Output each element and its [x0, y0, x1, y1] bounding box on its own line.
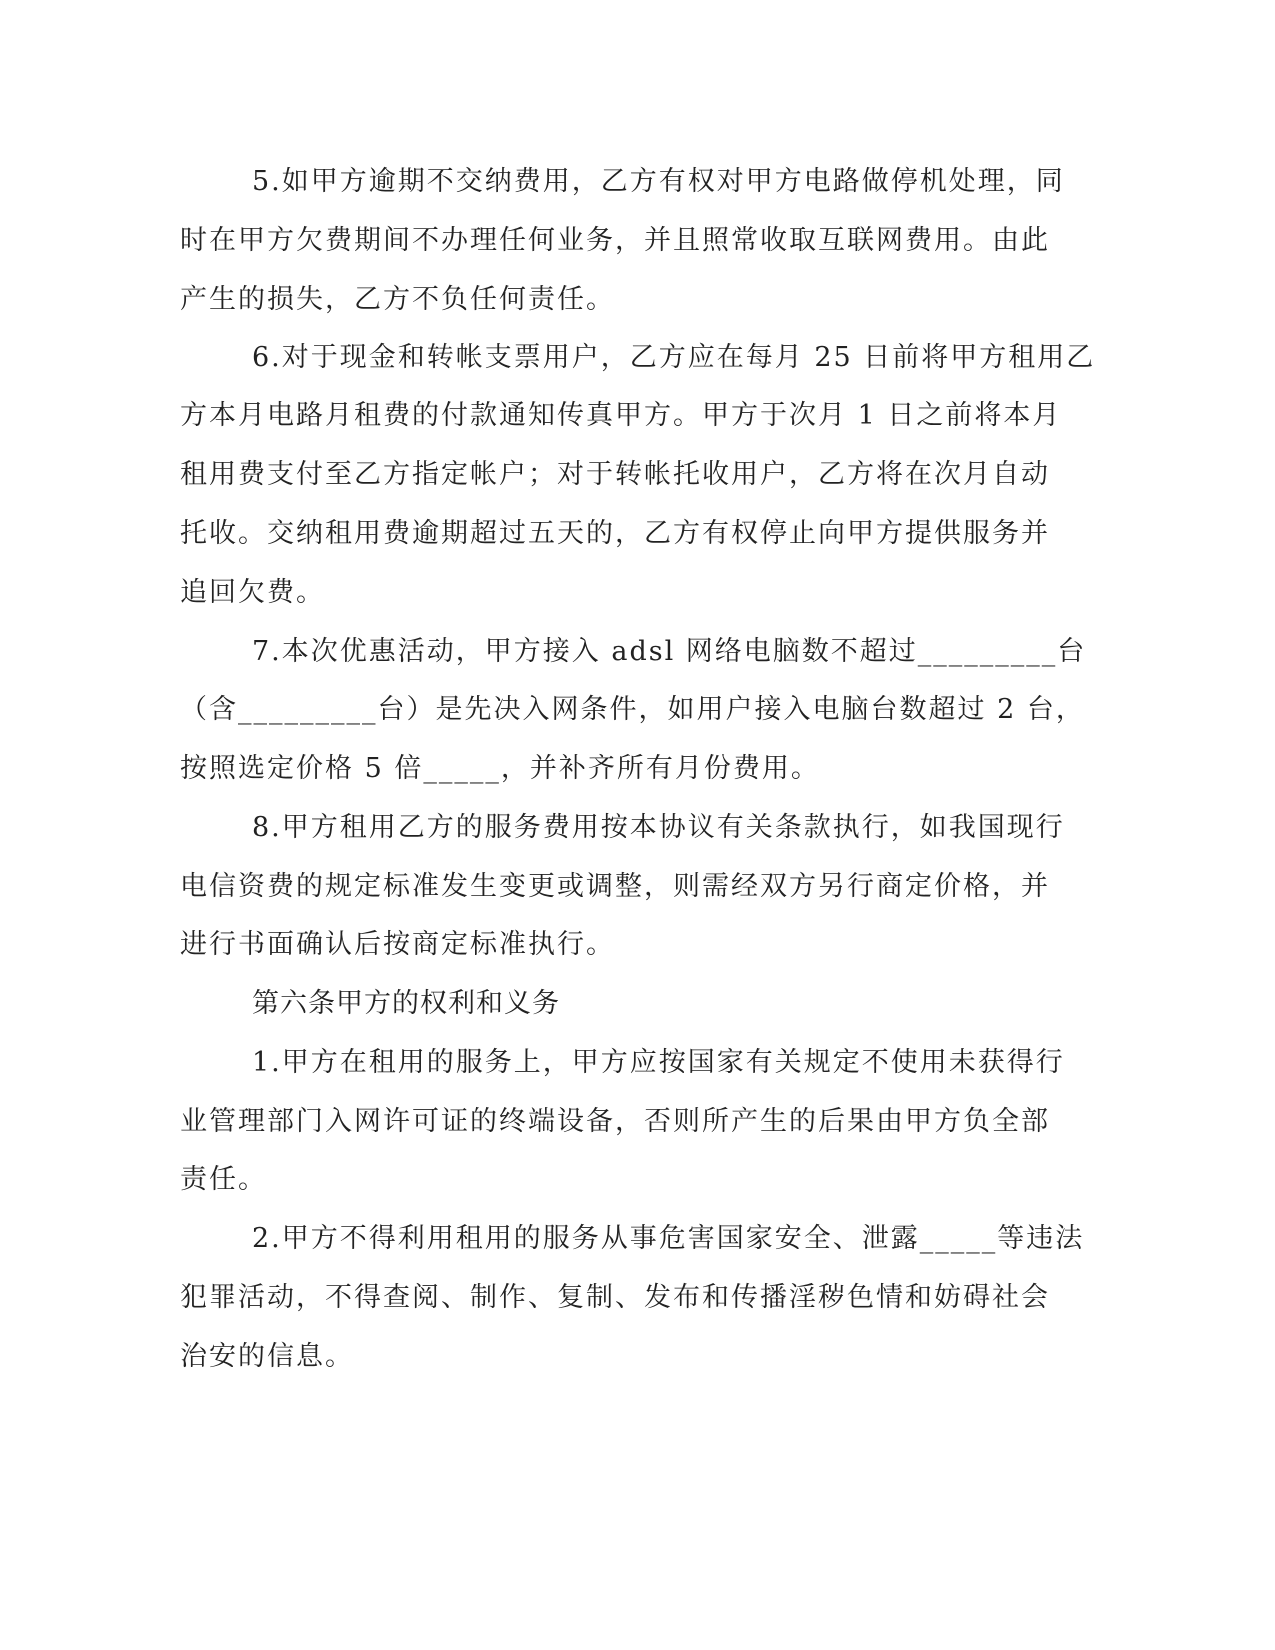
paragraph-7-line-1: 7.本次优惠活动，甲方接入 adsl 网络电脑数不超过_________台: [252, 636, 1087, 667]
paragraph-7-line-3: 按照选定价格 5 倍_____，并补齐所有月份费用。: [180, 753, 820, 784]
article-6-item-2-line-3: 治安的信息。: [180, 1341, 354, 1372]
paragraph-6-line-2: 方本月电路月租费的付款通知传真甲方。甲方于次月 1 日之前将本月: [180, 400, 1062, 431]
paragraph-6-line-3: 租用费支付至乙方指定帐户；对于转帐托收用户，乙方将在次月自动: [180, 459, 1050, 490]
paragraph-6-line-1: 6.对于现金和转帐支票用户，乙方应在每月 25 日前将甲方租用乙: [252, 342, 1096, 373]
paragraph-6-line-5: 追回欠费。: [180, 577, 325, 608]
paragraph-8-line-3: 进行书面确认后按商定标准执行。: [180, 929, 615, 960]
paragraph-5-line-1: 5.如甲方逾期不交纳费用，乙方有权对甲方电路做停机处理，同: [252, 166, 1065, 197]
paragraph-5-line-3: 产生的损失，乙方不负任何责任。: [180, 284, 615, 315]
paragraph-6-line-4: 托收。交纳租用费逾期超过五天的，乙方有权停止向甲方提供服务并: [180, 518, 1050, 549]
article-6-item-1-line-2: 业管理部门入网许可证的终端设备，否则所产生的后果由甲方负全部: [180, 1106, 1050, 1137]
paragraph-8-line-1: 8.甲方租用乙方的服务费用按本协议有关条款执行，如我国现行: [252, 812, 1065, 843]
article-6-item-1-line-1: 1.甲方在租用的服务上，甲方应按国家有关规定不使用未获得行: [252, 1047, 1065, 1078]
article-6-item-2-line-2: 犯罪活动，不得查阅、制作、复制、发布和传播淫秽色情和妨碍社会: [180, 1282, 1050, 1313]
paragraph-8-line-2: 电信资费的规定标准发生变更或调整，则需经双方另行商定价格，并: [180, 871, 1050, 902]
article-6-item-2-line-1: 2.甲方不得利用租用的服务从事危害国家安全、泄露_____等违法: [252, 1223, 1085, 1254]
paragraph-7-line-2: （含_________台）是先决入网条件，如用户接入电脑台数超过 2 台，: [180, 694, 1085, 725]
paragraph-5-line-2: 时在甲方欠费期间不办理任何业务，并且照常收取互联网费用。由此: [180, 225, 1050, 256]
section-heading-article-6: 第六条甲方的权利和义务: [252, 988, 560, 1019]
article-6-item-1-line-3: 责任。: [180, 1164, 267, 1195]
